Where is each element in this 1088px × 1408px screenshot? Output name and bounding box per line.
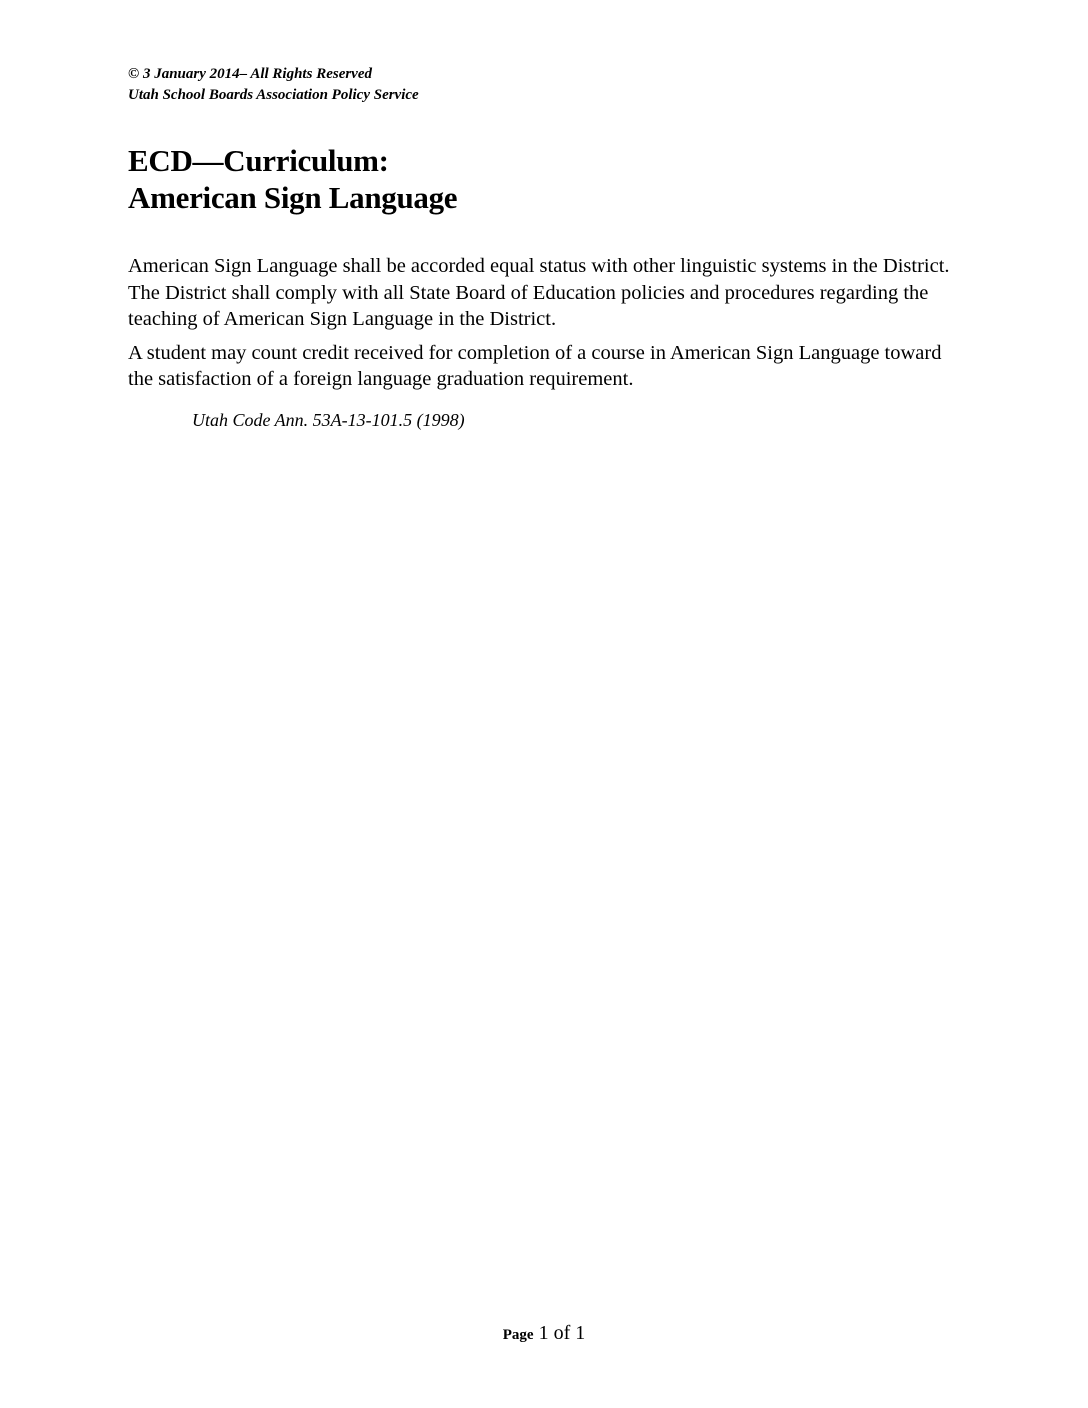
page-label: Page xyxy=(502,1327,534,1343)
document-header xyxy=(128,64,419,106)
page-of-label: of xyxy=(553,1322,571,1344)
policy-title xyxy=(128,142,457,216)
copyright-notice: © 3 January 2014– All Rights Reserved xyxy=(128,66,372,82)
page-total: 1 xyxy=(575,1322,586,1344)
policy-title-line-2: American Sign Language xyxy=(128,180,458,215)
organization-name: Utah School Boards Association Policy Service xyxy=(128,87,419,103)
policy-paragraph: A student may count credit received for completion of a course in American Sign Language toward the satisfaction of a foreign language graduation requirement. xyxy=(128,341,942,390)
page-footer xyxy=(0,1320,1088,1348)
policy-title-line-1: ECD—Curriculum: xyxy=(128,143,389,178)
policy-body xyxy=(128,253,958,400)
legal-citation: Utah Code Ann. 53A-13-101.5 (1998) xyxy=(192,410,465,430)
page-number: 1 xyxy=(538,1322,549,1344)
policy-paragraph: American Sign Language shall be accorded equal status with other linguistic systems in the District. The District shall comply with all State Board of Education policies and procedures regarding the teaching of American Sign Language in the District. xyxy=(128,255,950,330)
